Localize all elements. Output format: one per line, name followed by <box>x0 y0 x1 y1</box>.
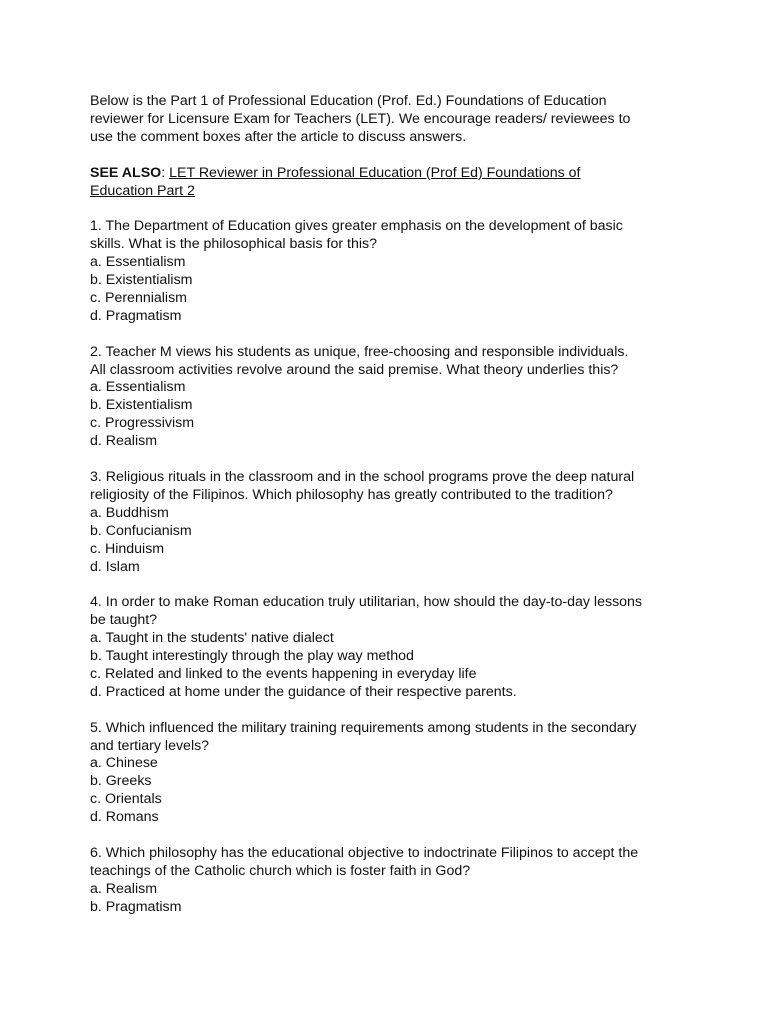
answer-option: d. Islam <box>90 558 140 575</box>
answer-options <box>90 379 690 451</box>
answer-option: c. Progressivism <box>90 415 195 432</box>
question-text: 3. Religious rituals in the classroom and in the school programs prove the deep natural <box>90 468 635 485</box>
answer-option: b. Confucianism <box>90 522 192 539</box>
see-also-link[interactable]: LET Reviewer in Professional Education (Prof Ed) Foundations of <box>169 164 581 181</box>
answer-options <box>90 630 690 702</box>
answer-option: a. Chinese <box>90 755 158 772</box>
answer-option: a. Buddhism <box>90 504 169 521</box>
answer-option: d. Practiced at home under the guidance of their respective parents. <box>90 683 517 700</box>
question-text: 1. The Department of Education gives greater emphasis on the development of basic <box>90 218 623 235</box>
question-3 <box>90 469 690 576</box>
question-text: religiosity of the Filipinos. Which philosophy has greatly contributed to the tradition? <box>90 486 613 503</box>
question-text: and tertiary levels? <box>90 737 210 754</box>
question-text: 4. In order to make Roman education truly utilitarian, how should the day-to-day lessons <box>90 594 643 611</box>
answer-option: c. Perennialism <box>90 289 187 306</box>
see-also-second-line <box>90 183 690 201</box>
answer-option: b. Pragmatism <box>90 898 182 915</box>
answer-option: b. Existentialism <box>90 272 193 289</box>
answer-option: d. Realism <box>90 433 158 450</box>
question-6 <box>90 845 690 917</box>
see-also-label: SEE ALSO <box>90 164 162 181</box>
document-page <box>90 93 690 934</box>
answer-options <box>90 881 690 917</box>
intro-line: Below is the Part 1 of Professional Education (Prof. Ed.) Foundations of Education <box>90 93 607 109</box>
answer-option: d. Romans <box>90 809 159 826</box>
question-2 <box>90 344 690 451</box>
question-1 <box>90 218 690 325</box>
answer-option: a. Realism <box>90 880 158 897</box>
answer-options <box>90 254 690 326</box>
question-text: teachings of the Catholic church which is foster faith in God? <box>90 862 471 879</box>
answer-options <box>90 755 690 827</box>
question-text: 5. Which influenced the military training requirements among students in the secondary <box>90 719 637 736</box>
intro-paragraph <box>90 93 690 147</box>
see-also-first-line <box>90 165 690 183</box>
answer-option: c. Related and linked to the events happening in everyday life <box>90 665 477 682</box>
see-also-link-continued[interactable]: Education Part 2 <box>90 182 195 199</box>
answer-option: d. Pragmatism <box>90 307 182 324</box>
answer-option: c. Hinduism <box>90 540 165 557</box>
answer-option: a. Taught in the students' native dialect <box>90 630 334 647</box>
question-text: 6. Which philosophy has the educational objective to indoctrinate Filipinos to accept the <box>90 844 639 861</box>
answer-option: b. Taught interestingly through the play way method <box>90 648 414 665</box>
question-text: skills. What is the philosophical basis for this? <box>90 236 378 253</box>
answer-option: c. Orientals <box>90 791 162 808</box>
question-5 <box>90 720 690 827</box>
answer-options <box>90 505 690 577</box>
intro-line: reviewer for Licensure Exam for Teachers (LET). We encourage readers/ reviewees to <box>90 110 631 127</box>
answer-option: a. Essentialism <box>90 254 186 271</box>
question-text: All classroom activities revolve around the said premise. What theory underlies this? <box>90 361 619 378</box>
answer-option: b. Greeks <box>90 773 152 790</box>
question-text: 2. Teacher M views his students as unique, free-choosing and responsible individuals. <box>90 343 629 360</box>
answer-option: a. Essentialism <box>90 379 186 396</box>
see-also-separator: : <box>161 164 170 181</box>
question-text: be taught? <box>90 612 158 629</box>
answer-option: b. Existentialism <box>90 397 193 414</box>
question-4 <box>90 594 690 701</box>
intro-line: use the comment boxes after the article to discuss answers. <box>90 128 467 145</box>
see-also-paragraph <box>90 165 690 201</box>
